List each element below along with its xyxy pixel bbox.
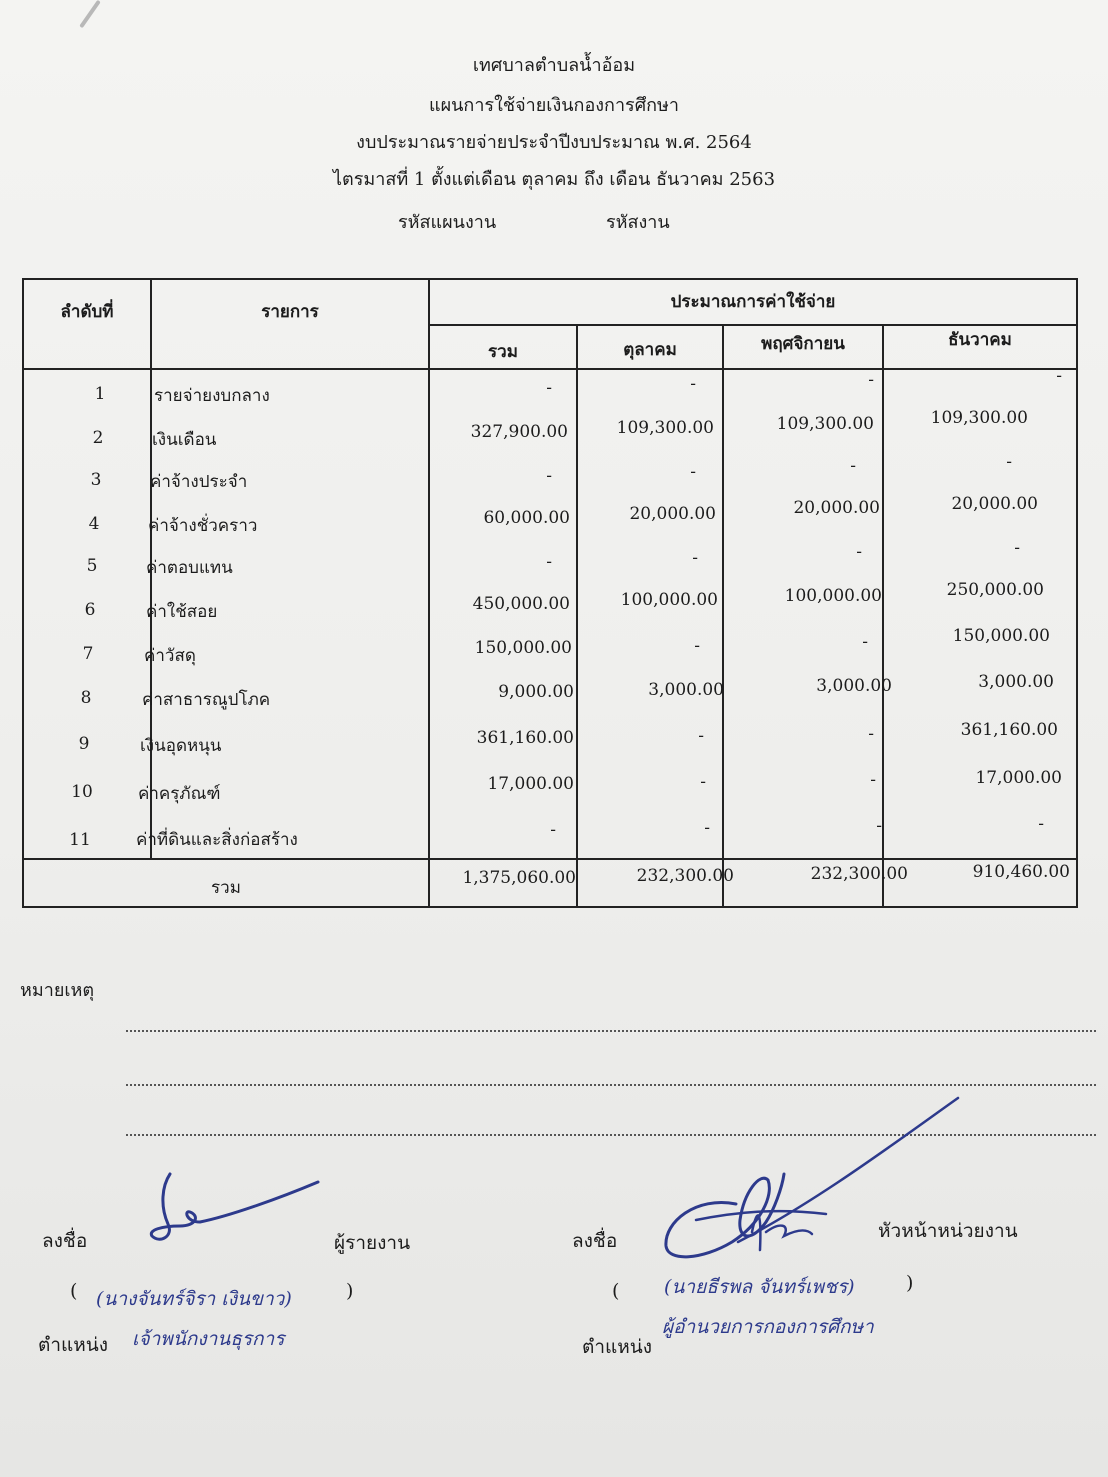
row-total: 361,160.00 bbox=[476, 728, 574, 748]
row-oct: - bbox=[700, 772, 706, 792]
row-total: 17,000.00 bbox=[487, 774, 574, 794]
row-total: 60,000.00 bbox=[483, 508, 570, 528]
row-index: 7 bbox=[82, 644, 94, 664]
row-total: - bbox=[546, 466, 552, 486]
plan-title: แผนการใช้จ่ายเงินกองการศึกษา bbox=[428, 95, 680, 116]
row-dec: 250,000.00 bbox=[946, 580, 1044, 600]
left-open-paren: ( bbox=[70, 1280, 78, 1302]
sum-total: 1,375,060.00 bbox=[462, 868, 576, 888]
divider bbox=[24, 858, 1076, 860]
row-index: 3 bbox=[90, 470, 102, 490]
row-index: 11 bbox=[69, 830, 91, 850]
header-dec: ธันวาคม bbox=[948, 330, 1012, 350]
row-item: ค่าจ้างชั่วคราว bbox=[148, 516, 258, 536]
header-total: รวม bbox=[488, 342, 518, 362]
plan-code-label: รหัสแผนงาน bbox=[398, 212, 497, 233]
left-close-paren: ) bbox=[346, 1280, 354, 1302]
row-dec: - bbox=[1056, 366, 1062, 386]
remarks-line bbox=[126, 1030, 1096, 1032]
row-nov: - bbox=[870, 770, 876, 790]
row-total: 9,000.00 bbox=[498, 682, 574, 702]
row-total: - bbox=[546, 378, 552, 398]
row-dec: 109,300.00 bbox=[930, 408, 1028, 428]
header-nov: พฤศจิกายน bbox=[761, 334, 845, 354]
row-dec: 3,000.00 bbox=[978, 672, 1054, 692]
header-estimate: ประมาณการค่าใช้จ่าย bbox=[670, 292, 836, 312]
row-oct: 20,000.00 bbox=[629, 504, 716, 524]
row-oct: - bbox=[704, 818, 710, 838]
row-index: 2 bbox=[92, 428, 104, 448]
row-nov: - bbox=[868, 724, 874, 744]
row-item: ค่าตอบแทน bbox=[146, 558, 233, 578]
row-oct: - bbox=[690, 462, 696, 482]
row-dec: 361,160.00 bbox=[960, 720, 1058, 740]
row-index: 5 bbox=[86, 556, 98, 576]
row-dec: - bbox=[1006, 452, 1012, 472]
row-item: เงินเดือน bbox=[152, 430, 217, 450]
row-oct: 100,000.00 bbox=[620, 590, 718, 610]
row-total: - bbox=[546, 552, 552, 572]
row-index: 9 bbox=[78, 734, 90, 754]
row-index: 8 bbox=[80, 688, 92, 708]
row-item: รายจ่ายงบกลาง bbox=[154, 386, 270, 406]
row-item: ค่าสาธารณูปโภค bbox=[142, 690, 271, 710]
divider bbox=[428, 280, 430, 906]
row-total: 150,000.00 bbox=[474, 638, 572, 658]
header-index: ลำดับที่ bbox=[60, 302, 114, 322]
remarks-line bbox=[126, 1084, 1096, 1086]
staple-mark bbox=[79, 0, 101, 28]
row-total: 450,000.00 bbox=[472, 594, 570, 614]
row-dec: 150,000.00 bbox=[952, 626, 1050, 646]
left-sign-label: ลงชื่อ bbox=[42, 1230, 88, 1252]
row-nov: 20,000.00 bbox=[793, 498, 880, 518]
row-oct: - bbox=[690, 374, 696, 394]
row-oct: - bbox=[694, 636, 700, 656]
row-index: 6 bbox=[84, 600, 96, 620]
row-nov: - bbox=[850, 456, 856, 476]
quarter-title: ไตรมาสที่ 1 ตั้งแต่เดือน ตุลาคม ถึง เดือน ธันวาคม 2563 bbox=[332, 169, 776, 190]
right-position-label: ตำแหน่ง bbox=[582, 1336, 653, 1358]
right-name: (นายธีรพล จันทร์เพชร) bbox=[664, 1276, 855, 1298]
row-item: ค่าที่ดินและสิ่งก่อสร้าง bbox=[136, 830, 298, 850]
left-position: เจ้าพนักงานธุรการ bbox=[132, 1328, 285, 1350]
right-close-paren: ) bbox=[906, 1272, 914, 1294]
left-name: (นางจันทร์จิรา เงินขาว) bbox=[96, 1288, 292, 1310]
row-dec: - bbox=[1014, 538, 1020, 558]
row-nov: - bbox=[868, 370, 874, 390]
row-total: - bbox=[550, 820, 556, 840]
row-oct: 3,000.00 bbox=[648, 680, 724, 700]
right-sign-label: ลงชื่อ bbox=[572, 1230, 618, 1252]
expense-table bbox=[22, 278, 1078, 908]
sum-oct: 232,300.00 bbox=[636, 866, 734, 886]
left-signature-mark bbox=[140, 1166, 330, 1256]
row-oct: 109,300.00 bbox=[616, 418, 714, 438]
sum-nov: 232,300.00 bbox=[810, 864, 908, 884]
right-role: หัวหน้าหน่วยงาน bbox=[878, 1220, 1018, 1242]
remarks-label: หมายเหตุ bbox=[20, 980, 95, 1001]
row-oct: - bbox=[692, 548, 698, 568]
row-item: ค่าวัสดุ bbox=[144, 646, 196, 666]
left-role: ผู้รายงาน bbox=[334, 1232, 411, 1254]
row-nov: - bbox=[856, 542, 862, 562]
header-oct: ตุลาคม bbox=[623, 340, 677, 360]
row-oct: - bbox=[698, 726, 704, 746]
row-total: 327,900.00 bbox=[470, 422, 568, 442]
row-item: ค่าใช้สอย bbox=[146, 602, 218, 622]
org-title: เทศบาลตำบลน้ำอ้อม bbox=[472, 55, 636, 76]
row-nov: - bbox=[876, 816, 882, 836]
row-dec: - bbox=[1038, 814, 1044, 834]
right-open-paren: ( bbox=[612, 1280, 620, 1302]
budget-year-title: งบประมาณรายจ่ายประจำปีงบประมาณ พ.ศ. 2564 bbox=[356, 132, 752, 153]
left-position-label: ตำแหน่ง bbox=[38, 1334, 109, 1356]
row-nov: - bbox=[862, 632, 868, 652]
row-dec: 20,000.00 bbox=[951, 494, 1038, 514]
row-item: ค่าครุภัณฑ์ bbox=[138, 784, 221, 804]
work-code-label: รหัสงาน bbox=[606, 212, 670, 233]
sum-dec: 910,460.00 bbox=[972, 862, 1070, 882]
header-item: รายการ bbox=[261, 302, 319, 322]
row-item: เงินอุดหนุน bbox=[140, 736, 222, 756]
row-index: 10 bbox=[71, 782, 93, 802]
row-index: 1 bbox=[94, 384, 106, 404]
row-item: ค่าจ้างประจำ bbox=[150, 472, 248, 492]
row-nov: 109,300.00 bbox=[776, 414, 874, 434]
row-nov: 100,000.00 bbox=[784, 586, 882, 606]
right-position: ผู้อำนวยการกองการศึกษา bbox=[662, 1316, 874, 1338]
row-dec: 17,000.00 bbox=[975, 768, 1062, 788]
sum-label: รวม bbox=[211, 878, 241, 898]
row-nov: 3,000.00 bbox=[816, 676, 892, 696]
row-index: 4 bbox=[88, 514, 100, 534]
